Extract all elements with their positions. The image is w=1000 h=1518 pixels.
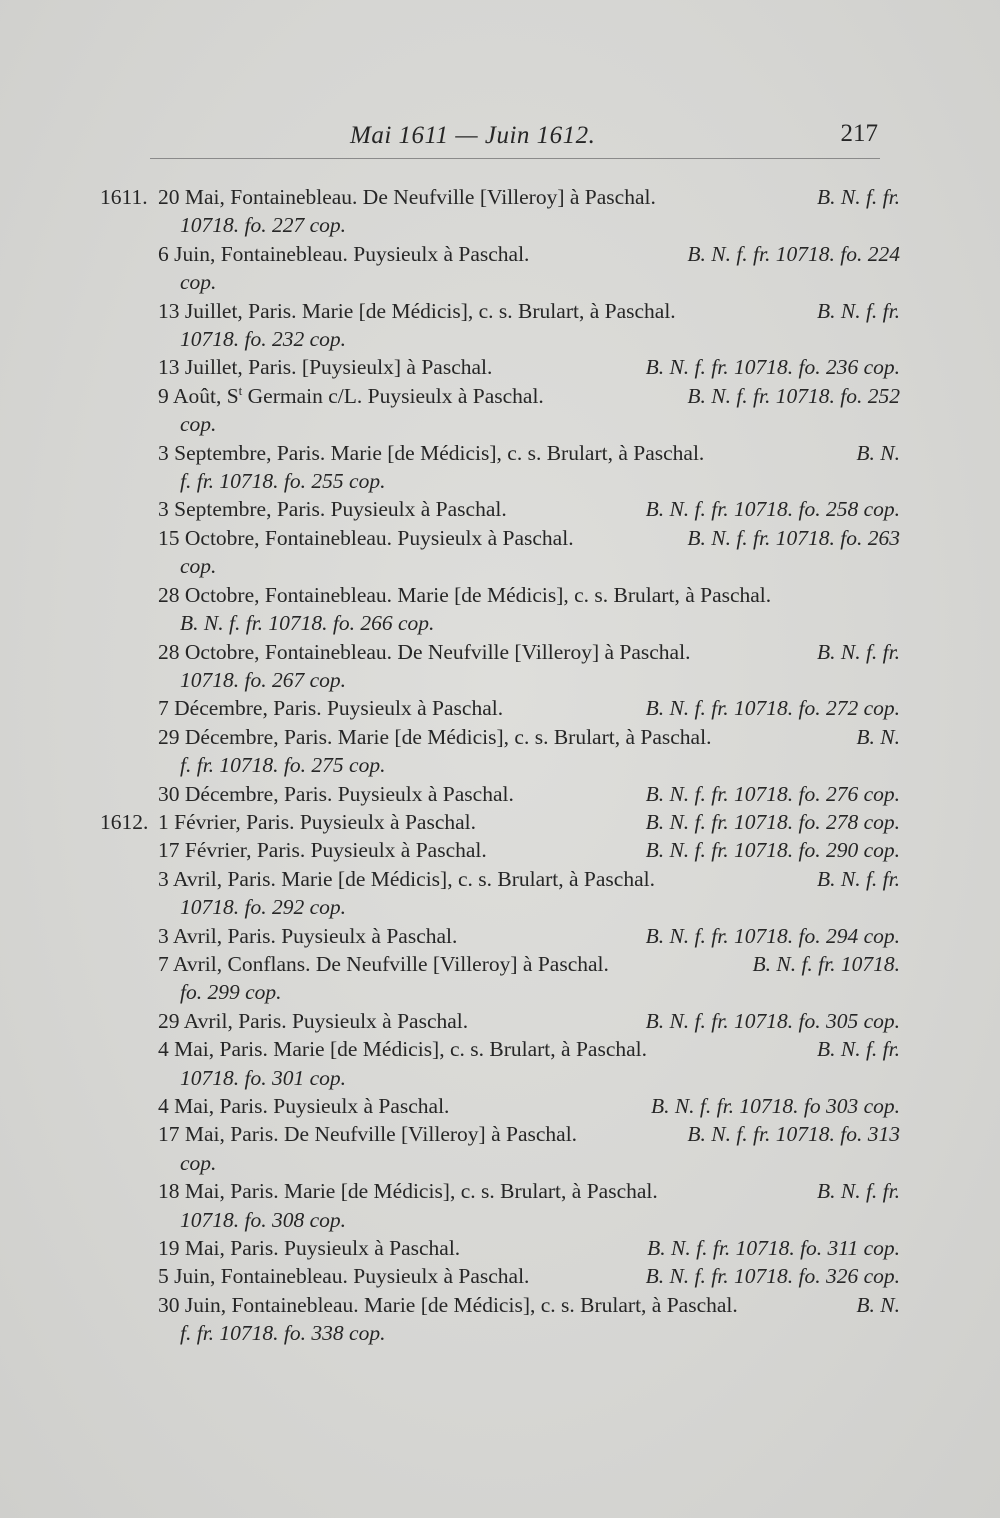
- entry-reference: B. N. f. fr. 10718.: [752, 951, 900, 976]
- entry-description: 30 Décembre, Paris. Puysieulx à Paschal.: [158, 781, 514, 806]
- entry-reference-continued: cop.: [180, 412, 217, 437]
- entry-description: 17 Mai, Paris. De Neufville [Villeroy] à Paschal.: [158, 1122, 578, 1147]
- letter-entry: [100, 353, 900, 381]
- entry-description: 17 Février, Paris. Puysieulx à Paschal.: [158, 838, 487, 863]
- entry-reference: B. N.: [856, 1292, 900, 1317]
- entry-reference: B. N. f. fr. 10718. fo. 236 cop.: [645, 355, 900, 380]
- entry-first-line: [140, 524, 900, 552]
- entry-first-line: [140, 1262, 900, 1290]
- entry-first-line: [140, 1007, 900, 1035]
- entry-first-line: [140, 1177, 900, 1205]
- entry-description: 4 Mai, Paris. Puysieulx à Paschal.: [158, 1094, 450, 1118]
- entry-year: 1611.: [100, 185, 148, 209]
- letter-list: [100, 183, 900, 1348]
- entry-reference-continued: f. fr. 10718. fo. 338 cop.: [180, 1321, 386, 1346]
- entry-description: 15 Octobre, Fontainebleau. Puysieulx à Paschal.: [158, 525, 574, 550]
- entry-reference: B. N. f. fr. 10718. fo. 276 cop.: [645, 781, 900, 806]
- letter-entry: [100, 694, 900, 722]
- entry-first-line: [140, 808, 900, 836]
- entry-reference-continued: 10718. fo. 308 cop.: [180, 1207, 347, 1232]
- letter-entry: [100, 1262, 900, 1290]
- entry-first-line: [140, 353, 900, 381]
- entry-reference-continued: B. N. f. fr. 10718. fo. 266 cop.: [180, 611, 435, 636]
- entry-description: 3 Septembre, Paris. Marie [de Médicis], c. s. Brulart, à Paschal.: [158, 440, 705, 465]
- letter-entry: [100, 1177, 900, 1234]
- entry-description: 18 Mai, Paris. Marie [de Médicis], c. s. Brulart, à Paschal.: [158, 1179, 658, 1204]
- entry-description: 29 Avril, Paris. Puysieulx à Paschal.: [158, 1008, 469, 1033]
- letter-entry: [100, 1092, 900, 1120]
- entry-first-line: [140, 723, 900, 751]
- entry-reference: B. N.: [856, 440, 900, 465]
- entry-reference: B. N. f. fr. 10718. fo. 305 cop.: [645, 1008, 900, 1033]
- entry-first-line: [140, 865, 900, 893]
- entry-reference: B. N. f. fr. 10718. fo. 313: [687, 1122, 900, 1147]
- letter-entry: [100, 495, 900, 523]
- entry-reference-continued: f. fr. 10718. fo. 255 cop.: [180, 469, 386, 494]
- letter-entry: [100, 865, 900, 922]
- letter-entry: [100, 1120, 900, 1177]
- entry-reference-continued: 10718. fo. 227 cop.: [180, 213, 347, 238]
- entry-first-line: [140, 836, 900, 864]
- entry-description: 13 Juillet, Paris. [Puysieulx] à Paschal.: [158, 355, 493, 380]
- letter-entry: [100, 1007, 900, 1035]
- entry-first-line: [140, 1291, 900, 1319]
- entry-description: 28 Octobre, Fontainebleau. De Neufville [Villeroy] à Paschal.: [158, 639, 691, 664]
- entry-reference: B. N. f. fr. 10718. fo. 294 cop.: [645, 923, 900, 948]
- entry-first-line: [140, 581, 900, 609]
- letter-entry: [100, 439, 900, 496]
- entry-year: 1612.: [100, 809, 149, 834]
- letter-entry: [100, 638, 900, 695]
- letter-entry: [100, 183, 900, 240]
- letter-entry: [100, 723, 900, 780]
- entry-description: 3 Avril, Paris. Puysieulx à Paschal.: [158, 923, 458, 948]
- entry-reference-continued: 10718. fo. 301 cop.: [180, 1065, 347, 1090]
- entry-description: 9 Août, $S^t$ Germain c/L. Puysieulx à Paschal.: [158, 382, 544, 408]
- entry-first-line: [140, 297, 900, 325]
- running-title: Mai 1611 — Juin 1612.: [350, 122, 596, 149]
- entry-description: 20 Mai, Fontainebleau. De Neufville [Villeroy] à Paschal.: [158, 185, 656, 209]
- entry-first-line: [140, 1234, 900, 1262]
- letter-entry: [100, 780, 900, 808]
- letter-entry: [100, 1234, 900, 1262]
- entry-description: 3 Avril, Paris. Marie [de Médicis], c. s. Brulart, à Paschal.: [158, 866, 655, 891]
- entry-description: 1 Février, Paris. Puysieulx à Paschal.: [158, 809, 477, 834]
- entry-description: 28 Octobre, Fontainebleau. Marie [de Médicis], c. s. Brulart, à Paschal.: [158, 582, 772, 607]
- letter-entry: [100, 922, 900, 950]
- entry-reference-continued: fo. 299 cop.: [180, 980, 282, 1005]
- entry-reference-continued: cop.: [180, 270, 217, 295]
- entry-reference: B. N. f. fr. 10718. fo. 278 cop.: [645, 809, 900, 834]
- letter-entry: [100, 950, 900, 1007]
- letter-entry: [100, 382, 900, 439]
- letter-entry: [100, 240, 900, 297]
- entry-reference: B. N. f. fr.: [816, 866, 900, 891]
- entry-reference-continued: cop.: [180, 554, 217, 579]
- entry-first-line: [140, 922, 900, 950]
- entry-reference: B. N. f. fr.: [816, 639, 900, 664]
- entry-reference-continued: cop.: [180, 1150, 217, 1175]
- entry-first-line: [140, 1092, 900, 1120]
- entry-description: 3 Septembre, Paris. Puysieulx à Paschal.: [158, 497, 507, 522]
- entry-first-line: [140, 382, 900, 410]
- letter-entry: [100, 1291, 900, 1348]
- entry-reference-continued: 10718. fo. 267 cop.: [180, 667, 347, 692]
- entry-reference: B. N. f. fr.: [816, 1179, 900, 1204]
- entry-reference: B. N. f. fr.: [816, 185, 900, 209]
- entry-description: 29 Décembre, Paris. Marie [de Médicis], c. s. Brulart, à Paschal.: [158, 724, 712, 749]
- entry-description: 4 Mai, Paris. Marie [de Médicis], c. s. Brulart, à Paschal.: [158, 1037, 647, 1062]
- letter-entry: [100, 581, 900, 638]
- letter-entry: [100, 808, 900, 836]
- entry-description: 7 Avril, Conflans. De Neufville [Villeroy] à Paschal.: [158, 951, 609, 976]
- letter-entry: [100, 1035, 900, 1092]
- entry-description: 19 Mai, Paris. Puysieulx à Paschal.: [158, 1236, 461, 1261]
- entry-description: 30 Juin, Fontainebleau. Marie [de Médicis], c. s. Brulart, à Paschal.: [158, 1292, 738, 1317]
- entry-reference: B. N. f. fr. 10718. fo. 252: [687, 383, 900, 408]
- page-number: 217: [840, 120, 878, 147]
- entry-description: 13 Juillet, Paris. Marie [de Médicis], c. s. Brulart, à Paschal.: [158, 298, 676, 323]
- entry-first-line: [140, 439, 900, 467]
- entry-reference: B. N. f. fr. 10718. fo. 224: [687, 241, 900, 266]
- entry-first-line: [140, 950, 900, 978]
- entry-first-line: [140, 1120, 900, 1148]
- letter-entry: [100, 836, 900, 864]
- entry-description: 5 Juin, Fontainebleau. Puysieulx à Paschal.: [158, 1264, 530, 1289]
- entry-reference: B. N. f. fr. 10718. fo. 290 cop.: [645, 838, 900, 863]
- entry-reference-continued: 10718. fo. 292 cop.: [180, 895, 347, 920]
- entry-reference: B. N. f. fr. 10718. fo. 258 cop.: [645, 497, 900, 522]
- entry-first-line: [140, 240, 900, 268]
- entry-first-line: [140, 495, 900, 523]
- entry-first-line: [140, 694, 900, 722]
- entry-reference: B. N. f. fr. 10718. fo. 263: [687, 525, 900, 550]
- entry-first-line: [140, 183, 900, 211]
- entry-description: 7 Décembre, Paris. Puysieulx à Paschal.: [158, 696, 504, 721]
- entry-reference-continued: 10718. fo. 232 cop.: [180, 327, 347, 352]
- entry-reference: B. N. f. fr. 10718. fo. 311 cop.: [647, 1236, 900, 1261]
- entry-reference: B. N.: [856, 724, 900, 749]
- entry-reference: B. N. f. fr. 10718. fo. 326 cop.: [645, 1264, 900, 1289]
- entry-description: 6 Juin, Fontainebleau. Puysieulx à Paschal.: [158, 241, 530, 266]
- entry-first-line: [140, 780, 900, 808]
- entry-first-line: [140, 1035, 900, 1063]
- letter-entry: [100, 524, 900, 581]
- entry-reference-continued: f. fr. 10718. fo. 275 cop.: [180, 753, 386, 778]
- entry-first-line: [140, 638, 900, 666]
- page-header: [150, 118, 880, 159]
- entry-reference: B. N. f. fr. 10718. fo. 272 cop.: [645, 696, 900, 721]
- letter-entry: [100, 297, 900, 354]
- entry-reference: B. N. f. fr.: [816, 1037, 900, 1062]
- entry-reference: B. N. f. fr.: [816, 298, 900, 323]
- entry-reference: B. N. f. fr. 10718. fo 303 cop.: [650, 1094, 900, 1118]
